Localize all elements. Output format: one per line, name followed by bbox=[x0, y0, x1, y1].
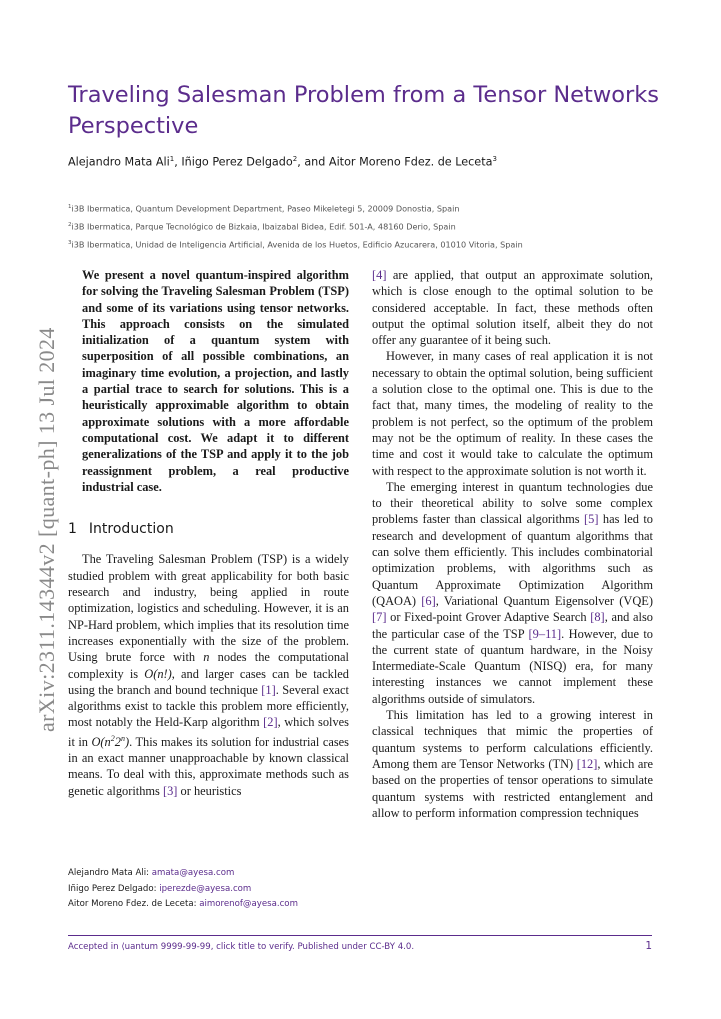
affiliation-text: i3B Ibermatica, Parque Tecnológico de Bizkaia, Ibaizabal Bidea, Edif. 501-A, 48160 Derio, Spain bbox=[71, 221, 456, 232]
footer-note[interactable]: Accepted in ⟨uantum 9999-99-99, click title to verify. Published under CC-BY 4.0. bbox=[68, 942, 415, 952]
abstract: We present a novel quantum-inspired algorithm for solving the Traveling Salesman Problem (TSP) and some of its variations using tensor networks. This approach consists on the simulated initialization of a quantum system with superposition of all possible combinations, an imaginary time evolution, a projection, and lastly a partial trace to search for solutions. This is a heuristically approximable algorithm to obtain approximate solutions with a more affordable computational cost. We adapt it to different generalizations of the TSP and apply it to the job reassignment problem, a real productive industrial case. bbox=[82, 268, 349, 494]
body-text: has led to research and development of quantum algorithms that can solve them efficiently. This includes combinatorial optimization problems, with algorithms such as Quantum Approximate Optimization Algorithm (QAOA) bbox=[372, 512, 654, 608]
citation-link[interactable]: [4] bbox=[372, 268, 387, 282]
body-text: , and also the particular case of the TSP bbox=[372, 610, 653, 641]
citation-link[interactable]: [2] bbox=[263, 715, 278, 730]
affiliation-list bbox=[68, 199, 523, 254]
page-number: 1 bbox=[645, 940, 652, 952]
author-affiliation-marker: 2 bbox=[292, 155, 298, 163]
math-part: ) bbox=[124, 734, 130, 749]
math-part: 2 bbox=[114, 734, 121, 749]
author-list bbox=[68, 155, 497, 169]
intro-paragraph bbox=[372, 707, 653, 821]
footer-divider bbox=[68, 935, 652, 936]
email-link[interactable]: aimorenof@ayesa.com bbox=[199, 899, 298, 909]
intro-paragraph bbox=[372, 479, 653, 707]
citation-link[interactable]: [6] bbox=[421, 593, 436, 608]
citation-link[interactable]: [3] bbox=[162, 783, 178, 798]
contact-line bbox=[68, 882, 298, 898]
body-text: , and larger cases can be tackled using the branch and bound technique bbox=[68, 666, 349, 697]
affiliation-marker: 2 bbox=[68, 222, 72, 229]
body-text: or Fixed-point Grover Adaptive Search bbox=[386, 610, 591, 625]
contact-line bbox=[68, 897, 298, 913]
paper-title[interactable]: Traveling Salesman Problem from a Tensor Networks Perspective bbox=[68, 82, 660, 139]
affiliation-item bbox=[68, 235, 523, 253]
math-part: O(n bbox=[91, 734, 111, 749]
body-text: , which are based on the properties of tensor operations to simulate quantum systems with restricted entanglement and allow to perform information compression techniques bbox=[372, 756, 654, 820]
citation-link[interactable]: [1] bbox=[261, 682, 276, 697]
affiliation-text: i3B Ibermatica, Quantum Development Department, Paseo Mikeletegi 5, 20009 Donostia, Spain bbox=[71, 203, 460, 214]
section-title: Introduction bbox=[88, 521, 174, 538]
affiliation-marker: 3 bbox=[68, 240, 72, 247]
email-link[interactable]: iperezde@ayesa.com bbox=[159, 883, 252, 894]
email-link[interactable]: amata@ayesa.com bbox=[151, 868, 235, 878]
citation-link[interactable]: [8] bbox=[590, 610, 605, 625]
body-text: are applied, that output an approximate solution, which is close enough to the optimal solution to be considered acceptable. In fact, these methods often output the optimal solution itself, albeit they do not offer any guarantee of it being such. bbox=[372, 268, 653, 348]
citation-link[interactable]: [9–11] bbox=[528, 626, 562, 641]
author-name: Aitor Moreno Fdez. de Leceta bbox=[328, 155, 493, 169]
body-text: . Several exact algorithms exist to tackle this problem more efficiently, most notably the Held-Karp algorithm bbox=[68, 682, 349, 730]
author-separator: , and bbox=[297, 155, 329, 169]
intro-paragraph: However, in many cases of real application it is not necessary to obtain the optimal solution, being sufficient a solution close to the optimal one. This is due to the fact that, many times, the modeling of reality to the problem is not perfect, so the optimum of the problem may not be the optimum of reality. In these cases the time and cost it would take to calculate the optimum with respect to the approximate solution is not worth it. bbox=[372, 349, 653, 478]
body-text: , Variational Quantum Eigensolver (VQE) bbox=[435, 593, 653, 608]
body-text: This limitation has led to a growing interest in classical techniques that mimic the properties of quantum systems to perform calculations efficiently. Among them are Tensor Networks (TN) bbox=[372, 708, 653, 771]
contact-name: Iñigo Perez Delgado: bbox=[68, 883, 160, 894]
contact-name: Aitor Moreno Fdez. de Leceta: bbox=[68, 899, 200, 909]
author-name: Alejandro Mata Ali bbox=[68, 155, 170, 169]
body-text: The emerging interest in quantum technologies due to their theoretical ability to solve some complex problems faster than classical algorithms bbox=[372, 479, 653, 527]
intro-paragraph bbox=[68, 551, 349, 799]
math-variable: n bbox=[203, 650, 210, 665]
citation-link[interactable]: [12] bbox=[576, 756, 598, 771]
math-expression: O(n!) bbox=[144, 666, 172, 681]
contact-name: Alejandro Mata Ali: bbox=[68, 868, 152, 878]
math-exponent: 2 bbox=[110, 733, 115, 743]
author-affiliation-marker: 1 bbox=[169, 155, 175, 163]
body-text: nodes the computational complexity is bbox=[68, 650, 349, 681]
body-text: . This makes its solution for industrial cases in an exact manner unapproachable by known classical means. To deal with this, approximate methods such as genetic algorithms bbox=[68, 734, 349, 798]
math-expression bbox=[91, 735, 129, 749]
author-name: Iñigo Perez Delgado bbox=[181, 155, 293, 169]
affiliation-item bbox=[68, 199, 523, 217]
body-text: , which solves it in bbox=[68, 715, 349, 749]
contact-line bbox=[68, 866, 298, 882]
left-column bbox=[68, 267, 349, 799]
body-text: The Traveling Salesman Problem (TSP) is a widely studied problem with great applicability for both basic research and industry, being applied in route optimization, logistics and scheduling. However, it is an NP-Hard problem, which implies that its resolution time increases exponentially with the size of the problem. Using brute force with bbox=[68, 552, 349, 665]
body-text: or heuristics bbox=[177, 783, 242, 798]
citation-link[interactable]: [7] bbox=[372, 610, 387, 625]
affiliation-marker: 1 bbox=[68, 204, 72, 210]
affiliation-text: i3B Ibermatica, Unidad de Inteligencia Artificial, Avenida de los Huetos, Edificio Azucarera, 01010 Vitoria, Spain bbox=[71, 240, 523, 251]
body-text: . However, due to the current state of quantum hardware, in the Noisy Intermediate-Scale Quantum (NISQ) era, for many interesting instances we cannot implement these algorithms outside of simulators. bbox=[372, 626, 654, 706]
math-exponent: n bbox=[120, 733, 125, 743]
intro-paragraph bbox=[372, 267, 653, 348]
affiliation-item bbox=[68, 217, 523, 235]
section-heading bbox=[68, 521, 349, 537]
section-number: 1 bbox=[68, 521, 77, 538]
right-column bbox=[372, 267, 653, 821]
arxiv-identifier-stamp: arXiv:2311.14344v2 [quant-ph] 13 Jul 2024 bbox=[34, 327, 59, 732]
author-contacts bbox=[68, 866, 298, 913]
author-separator: , bbox=[174, 155, 182, 169]
citation-link[interactable]: [5] bbox=[584, 512, 599, 527]
author-affiliation-marker: 3 bbox=[492, 155, 497, 163]
